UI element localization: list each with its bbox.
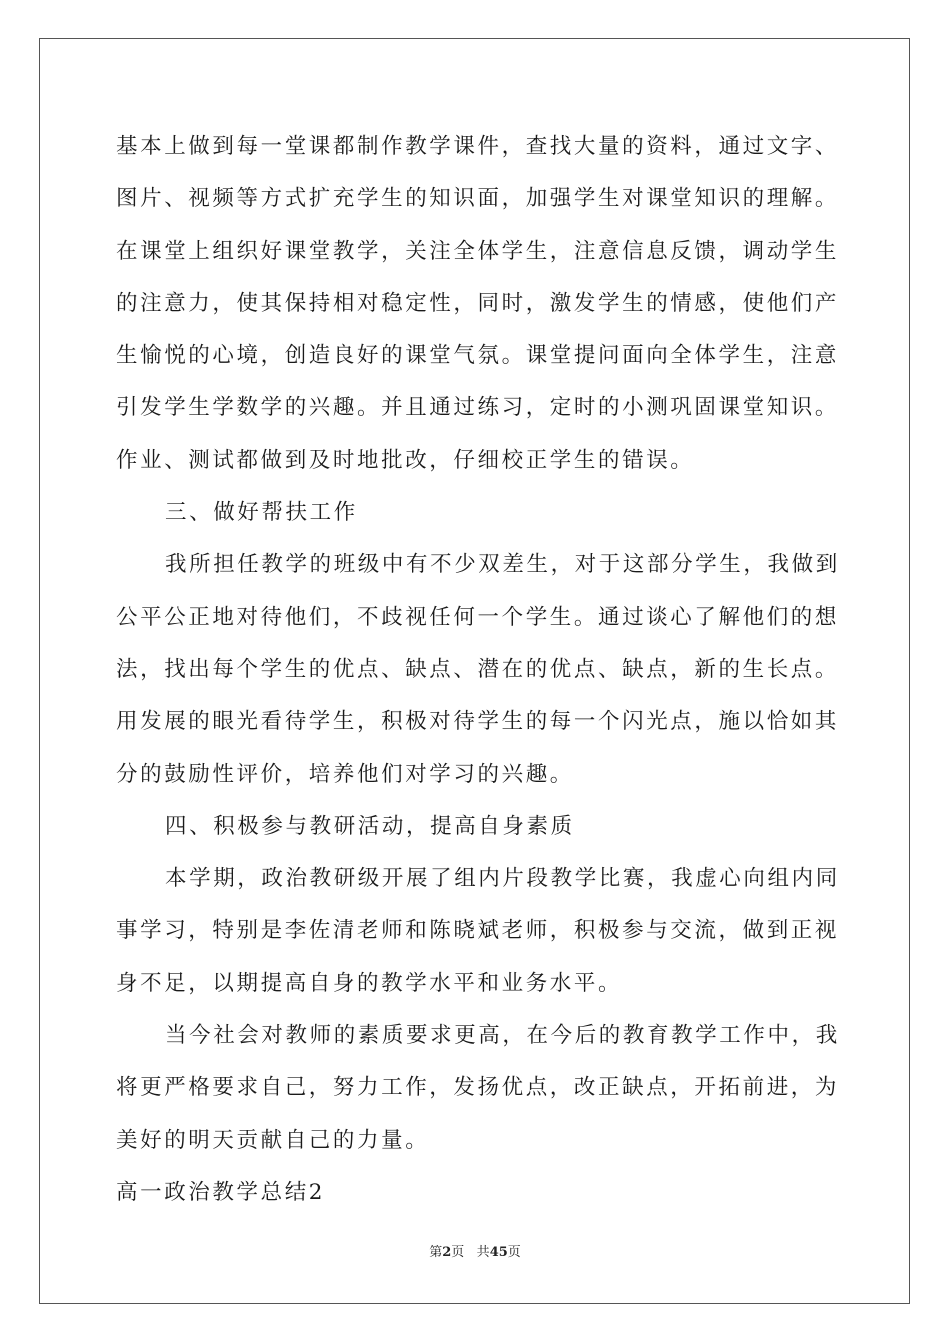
paragraph-line: 引发学生学数学的兴趣。并且通过练习，定时的小测巩固课堂知识。: [116, 395, 840, 421]
section-heading: 四、积极参与教研活动，提高自身素质: [165, 813, 575, 839]
paragraph-line: 生愉悦的心境，创造良好的课堂气氛。课堂提问面向全体学生，注意: [116, 343, 840, 369]
paragraph-line: 公平公正地对待他们，不歧视任何一个学生。通过谈心了解他们的想: [116, 604, 840, 630]
paragraph-line: 的注意力，使其保持相对稳定性，同时，激发学生的情感，使他们产: [116, 290, 840, 316]
total-pages: 45: [489, 1245, 508, 1260]
paragraph-line: 将更严格要求自己，努力工作，发扬优点，改正缺点，开拓前进，为: [116, 1075, 840, 1101]
total-suffix: 页: [507, 1245, 521, 1260]
paragraph-line: 在课堂上组织好课堂教学，关注全体学生，注意信息反馈，调动学生: [116, 238, 840, 264]
paragraph-line: 本学期，政治教研级开展了组内片段教学比赛，我虚心向组内同: [165, 866, 840, 892]
paragraph-line: 作业、测试都做到及时地批改，仔细校正学生的错误。: [116, 447, 695, 473]
paragraph-line: 身不足，以期提高自身的教学水平和业务水平。: [116, 970, 623, 996]
paragraph-line: 法，找出每个学生的优点、缺点、潜在的优点、缺点，新的生长点。: [116, 656, 840, 682]
page-footer: [0, 1241, 950, 1260]
document-body: [116, 121, 840, 1219]
paragraph-line: 美好的明天贡献自己的力量。: [116, 1127, 430, 1153]
paragraph-line: 事学习，特别是李佐清老师和陈晓斌老师，积极参与交流，做到正视: [116, 918, 840, 944]
paragraph-line: 用发展的眼光看待学生，积极对待学生的每一个闪光点，施以恰如其: [116, 709, 840, 735]
document-title: 高一政治教学总结2: [116, 1179, 326, 1205]
page-prefix: 第: [429, 1245, 443, 1260]
paragraph-line: 基本上做到每一堂课都制作教学课件，查找大量的资料，通过文字、: [116, 134, 840, 159]
paragraph-line: 分的鼓励性评价，培养他们对学习的兴趣。: [116, 761, 574, 787]
paragraph-line: 图片、视频等方式扩充学生的知识面，加强学生对课堂知识的理解。: [116, 186, 840, 212]
page-number: 2: [442, 1245, 452, 1260]
paragraph-line: 我所担任教学的班级中有不少双差生，对于这部分学生，我做到: [165, 552, 840, 578]
total-prefix: 共: [476, 1245, 490, 1260]
section-heading: 三、做好帮扶工作: [165, 500, 358, 526]
paragraph-line: 当今社会对教师的素质要求更高，在今后的教育教学工作中，我: [165, 1023, 840, 1049]
page-suffix: 页: [451, 1245, 465, 1260]
